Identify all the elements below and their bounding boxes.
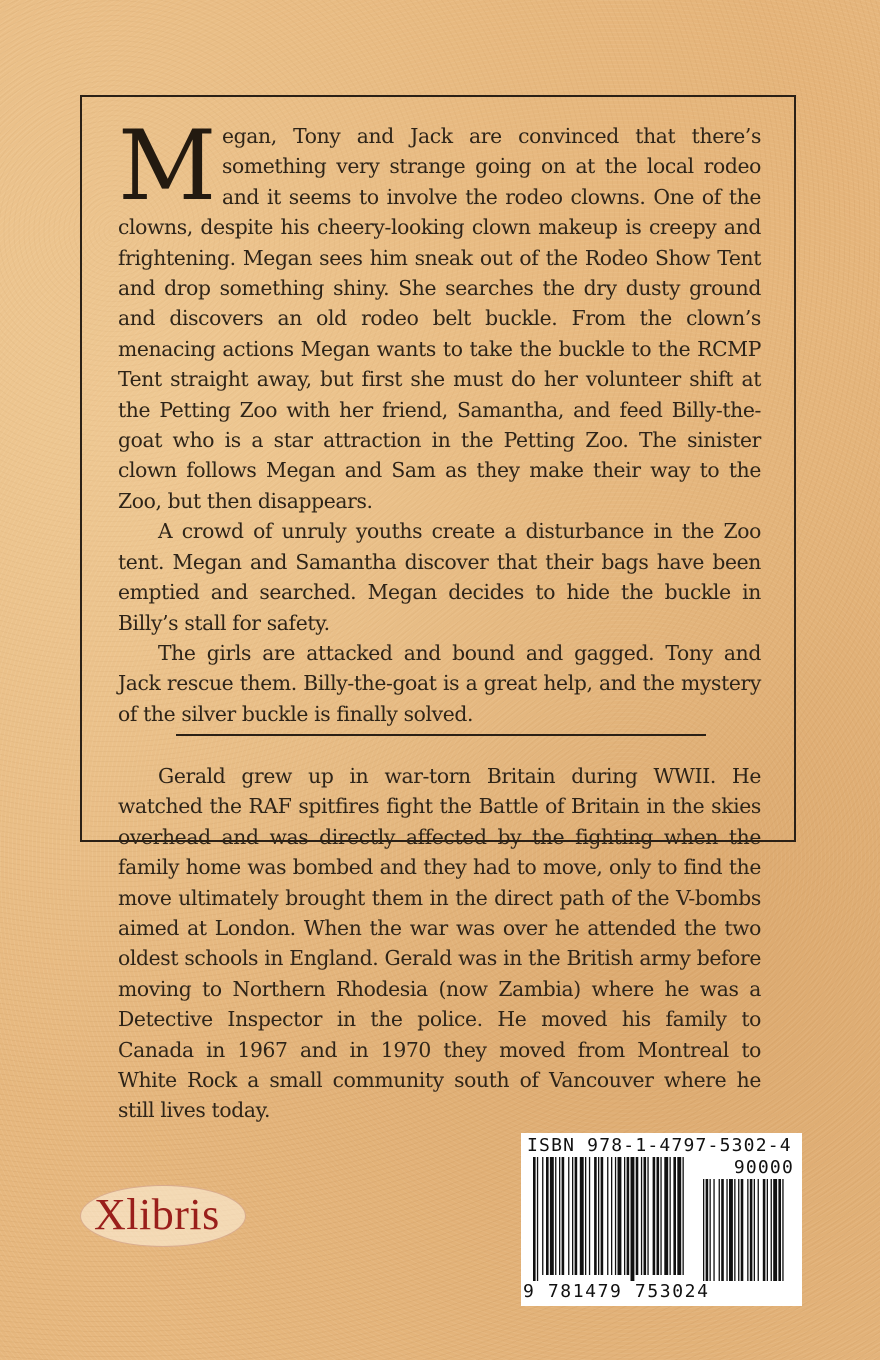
barcode-bar (568, 1157, 569, 1275)
publisher-logo (80, 1185, 250, 1249)
barcode-bar (533, 1157, 536, 1283)
barcode-bar (542, 1157, 543, 1275)
barcode-bar (647, 1157, 648, 1275)
section-divider (176, 734, 706, 736)
isbn-label: ISBN 978-1-4797-5302-4 (527, 1135, 792, 1156)
barcode-bar (537, 1157, 538, 1283)
barcode-bar (589, 1157, 590, 1275)
barcode-bar (660, 1157, 661, 1275)
barcode-bar (611, 1157, 612, 1275)
barcode-bar (750, 1179, 753, 1283)
barcode-bar (719, 1179, 720, 1283)
synopsis (118, 110, 761, 729)
barcode-bar (572, 1157, 573, 1275)
barcode-bar (782, 1179, 783, 1283)
barcode-bar (641, 1157, 642, 1275)
barcode-bar (726, 1179, 727, 1283)
barcode (521, 1133, 802, 1306)
barcode-bar (683, 1157, 684, 1275)
barcode-bar (546, 1157, 549, 1275)
barcode-bar (615, 1157, 616, 1275)
barcode-bar (585, 1157, 586, 1275)
barcode-bar (644, 1157, 647, 1275)
barcode-bar (773, 1179, 777, 1283)
barcode-bar (734, 1179, 735, 1283)
barcode-bar (706, 1179, 709, 1283)
barcode-bar (636, 1157, 639, 1275)
barcode-bar (664, 1157, 668, 1275)
barcode-bar (653, 1157, 656, 1275)
barcode-bar (741, 1179, 744, 1283)
barcode-bar (721, 1179, 724, 1283)
synopsis-paragraph-1 (118, 110, 761, 516)
barcode-bar (594, 1157, 597, 1275)
barcode-bar (627, 1157, 630, 1275)
barcode-bar (624, 1157, 625, 1275)
barcode-bar (670, 1157, 671, 1275)
barcode-bar (729, 1179, 733, 1283)
price-code: 90000 (733, 1157, 794, 1178)
barcode-bar (767, 1179, 768, 1283)
barcode-bar (754, 1179, 755, 1283)
synopsis-paragraph-2: A crowd of unruly youths create a disturbance in the Zoo tent. Megan and Samantha discover that their bags have been emptied and searched. Megan decides to hide the buckle in Billy’s stall for safety. (118, 519, 761, 635)
barcode-bar (657, 1157, 660, 1275)
barcode-bar (677, 1157, 681, 1275)
barcode-bar (631, 1157, 635, 1283)
barcode-bar (575, 1157, 578, 1275)
barcode-bar (713, 1179, 714, 1283)
barcode-bar (555, 1157, 556, 1275)
publisher-logo-text: Xlibris (94, 1190, 220, 1239)
barcode-bar (747, 1179, 748, 1283)
barcode-bar (710, 1179, 711, 1283)
synopsis-paragraph-1-text: egan, Tony and Jack are convinced that there’s something very strange going on at the local rodeo and it seems to involve the rodeo clowns. One of the clowns, despite his cheery-looking clown makeup is creepy and frightening. Megan sees him sneak out of the Rodeo Show Tent and drop something shiny. She searches the dry dusty ground and discovers an old rodeo belt buckle. From the clown’s menacing actions Megan wants to take the buckle to the RCMP Tent straight away, but first she must do her volunteer shift at the Petting Zoo with her friend, Samantha, and feed Billy-the-goat who is a star attraction in the Petting Zoo. The sinister clown follows Megan and Sam as they make their way to the Zoo, but then disappears. (118, 124, 761, 513)
barcode-bar (550, 1157, 554, 1275)
barcode-bar (562, 1157, 565, 1275)
barcode-bar (580, 1157, 584, 1275)
barcode-bar (559, 1157, 560, 1275)
ean-digits: 9 781479 753024 (523, 1281, 799, 1302)
barcode-bar (763, 1179, 766, 1283)
barcode-bar (703, 1179, 704, 1283)
barcode-bar (598, 1157, 599, 1275)
barcode-bar (607, 1157, 608, 1275)
author-bio (118, 761, 761, 1126)
barcode-bar (673, 1157, 676, 1275)
barcode-bar (778, 1179, 781, 1283)
synopsis-paragraph-3: The girls are attacked and bound and gagged. Tony and Jack rescue them. Billy-the-goat is a great help, and the mystery of the silver buckle is finally solved. (118, 640, 761, 726)
barcode-bar (758, 1179, 759, 1283)
author-bio-paragraph: Gerald grew up in war-torn Britain during WWII. He watched the RAF spitfires fight the Battle of Britain in the skies overhead and was directly affected by the fighting when the family home was bombed and they had to move, only to find the move ultimately brought them in the direct path of the V-bombs aimed at London. When the war was over he attended the two oldest schools in England. Gerald was in the British army before moving to Northern Rhodesia (now Zambia) where he was a Detective Inspector in the police. He moved his family to Canada in 1967 and in 1970 they moved from Montreal to White Rock a small community south of Vancouver where he still lives today. (118, 764, 761, 1123)
barcode-bar (738, 1179, 739, 1283)
drop-cap: M (118, 110, 216, 222)
barcode-bar (601, 1157, 604, 1275)
barcode-bar (771, 1179, 772, 1283)
barcode-bar (618, 1157, 622, 1275)
